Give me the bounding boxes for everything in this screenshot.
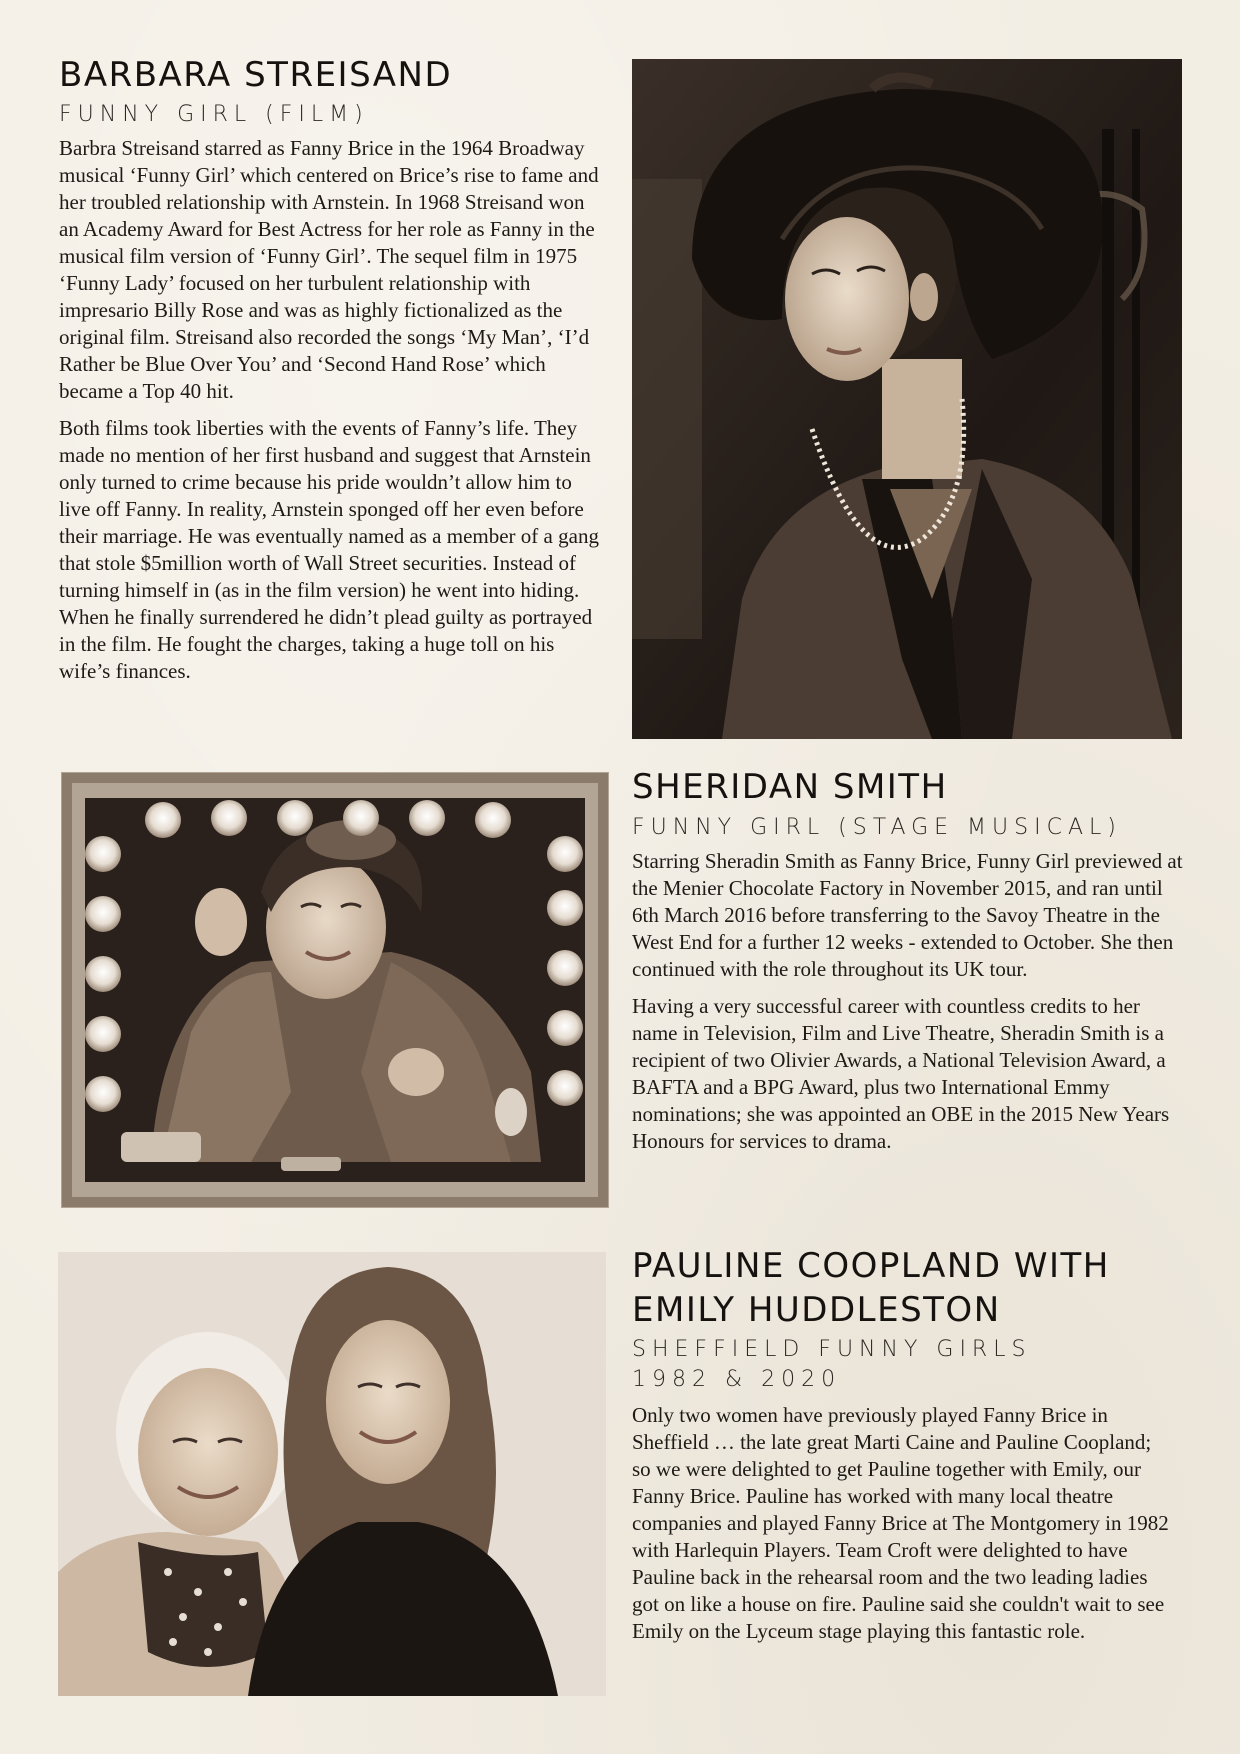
barbara-paragraph: Barbra Streisand starred as Fanny Brice in the 1964 Broadway musical ‘Funny Girl’ which centered on Brice’s rise to fame and her troubled relationship with Arnstein. In 1968 Streisand won an Academy Award for Best Actress for her role as Fanny in the musical film version of ‘Funny Girl’. The sequel film in 1975 ‘Funny Lady’ focused on her turbulent relationship with impresario Billy Rose and was as highly fictionalized as the original film. Streisand also recorded the songs ‘My Man’, ‘I’d Rather be Blue Over You’ and ‘Second Hand Rose’ which became a Top 40 hit. <box>59 136 599 403</box>
pauline-paragraph: Only two women have previously played Fanny Brice in Sheffield … the late great Marti Caine and Pauline Coopland; so we were delighted to get Pauline together with Emily, our Fanny Brice. Pauline has worked with many local theatre companies and played Fanny Brice at The Montgomery in 1982 with Harlequin Players. Team Croft were delighted to have Pauline back in the rehearsal room and the two leading ladies got on like a house on fire. Pauline said she couldn't wait to see Emily on the Lyceum stage playing this fantastic role. <box>632 1403 1169 1643</box>
barbara-body <box>59 135 607 695</box>
sheridan-paragraph: Starring Sheradin Smith as Fanny Brice, Funny Girl previewed at the Menier Chocolate Factory in November 2015, and ran until 6th March 2016 before transferring to the Savoy Theatre in the West End for a further 12 weeks - extended to October. She then continued with the role throughout its UK tour. <box>632 849 1183 981</box>
pauline-and-emily-photo <box>58 1252 606 1696</box>
barbara-photo-graphic <box>632 59 1182 739</box>
sheridan-photo-graphic <box>61 772 609 1208</box>
barbara-paragraph: Both films took liberties with the events of Fanny’s life. They made no mention of her first husband and suggest that Arnstein only turned to crime because his pride wouldn’t allow him to live off Fanny. In reality, Arnstein sponged off her even before their marriage. He was eventually named as a member of a gang that stole $5million worth of Wall Street securities. Instead of turning himself in (as in the film version) he went into hiding. When he finally surrendered he didn’t plead guilty as portrayed in the film. He fought the charges, taking a huge toll on his wife’s finances. <box>59 416 599 683</box>
sheridan-smith-photo <box>61 772 609 1208</box>
pauline-photo-graphic <box>58 1252 606 1696</box>
barbara-subtitle: FUNNY GIRL (FILM) <box>59 102 369 127</box>
sheridan-subtitle: FUNNY GIRL (STAGE MUSICAL) <box>632 815 1122 840</box>
barbara-title: BARBARA STREISAND <box>59 55 453 95</box>
barbara-streisand-photo <box>632 59 1182 739</box>
sheridan-body <box>632 848 1184 1165</box>
sheridan-paragraph: Having a very successful career with countless credits to her name in Television, Film and Live Theatre, Sheradin Smith is a recipient of two Olivier Awards, a National Television Award, a BAFTA and a BPG Award, plus two International Emmy nominations; she was appointed an OBE in the 2015 New Years Honours for services to drama. <box>632 994 1170 1153</box>
sheridan-title: SHERIDAN SMITH <box>632 767 948 807</box>
pauline-subtitle-line1: SHEFFIELD FUNNY GIRLS <box>632 1337 1032 1362</box>
pauline-title-line2: EMILY HUDDLESTON <box>632 1290 1001 1330</box>
pauline-body <box>632 1402 1174 1655</box>
pauline-subtitle-line2: 1982 & 2020 <box>632 1367 842 1392</box>
pauline-title-line1: PAULINE COOPLAND WITH <box>632 1246 1110 1286</box>
